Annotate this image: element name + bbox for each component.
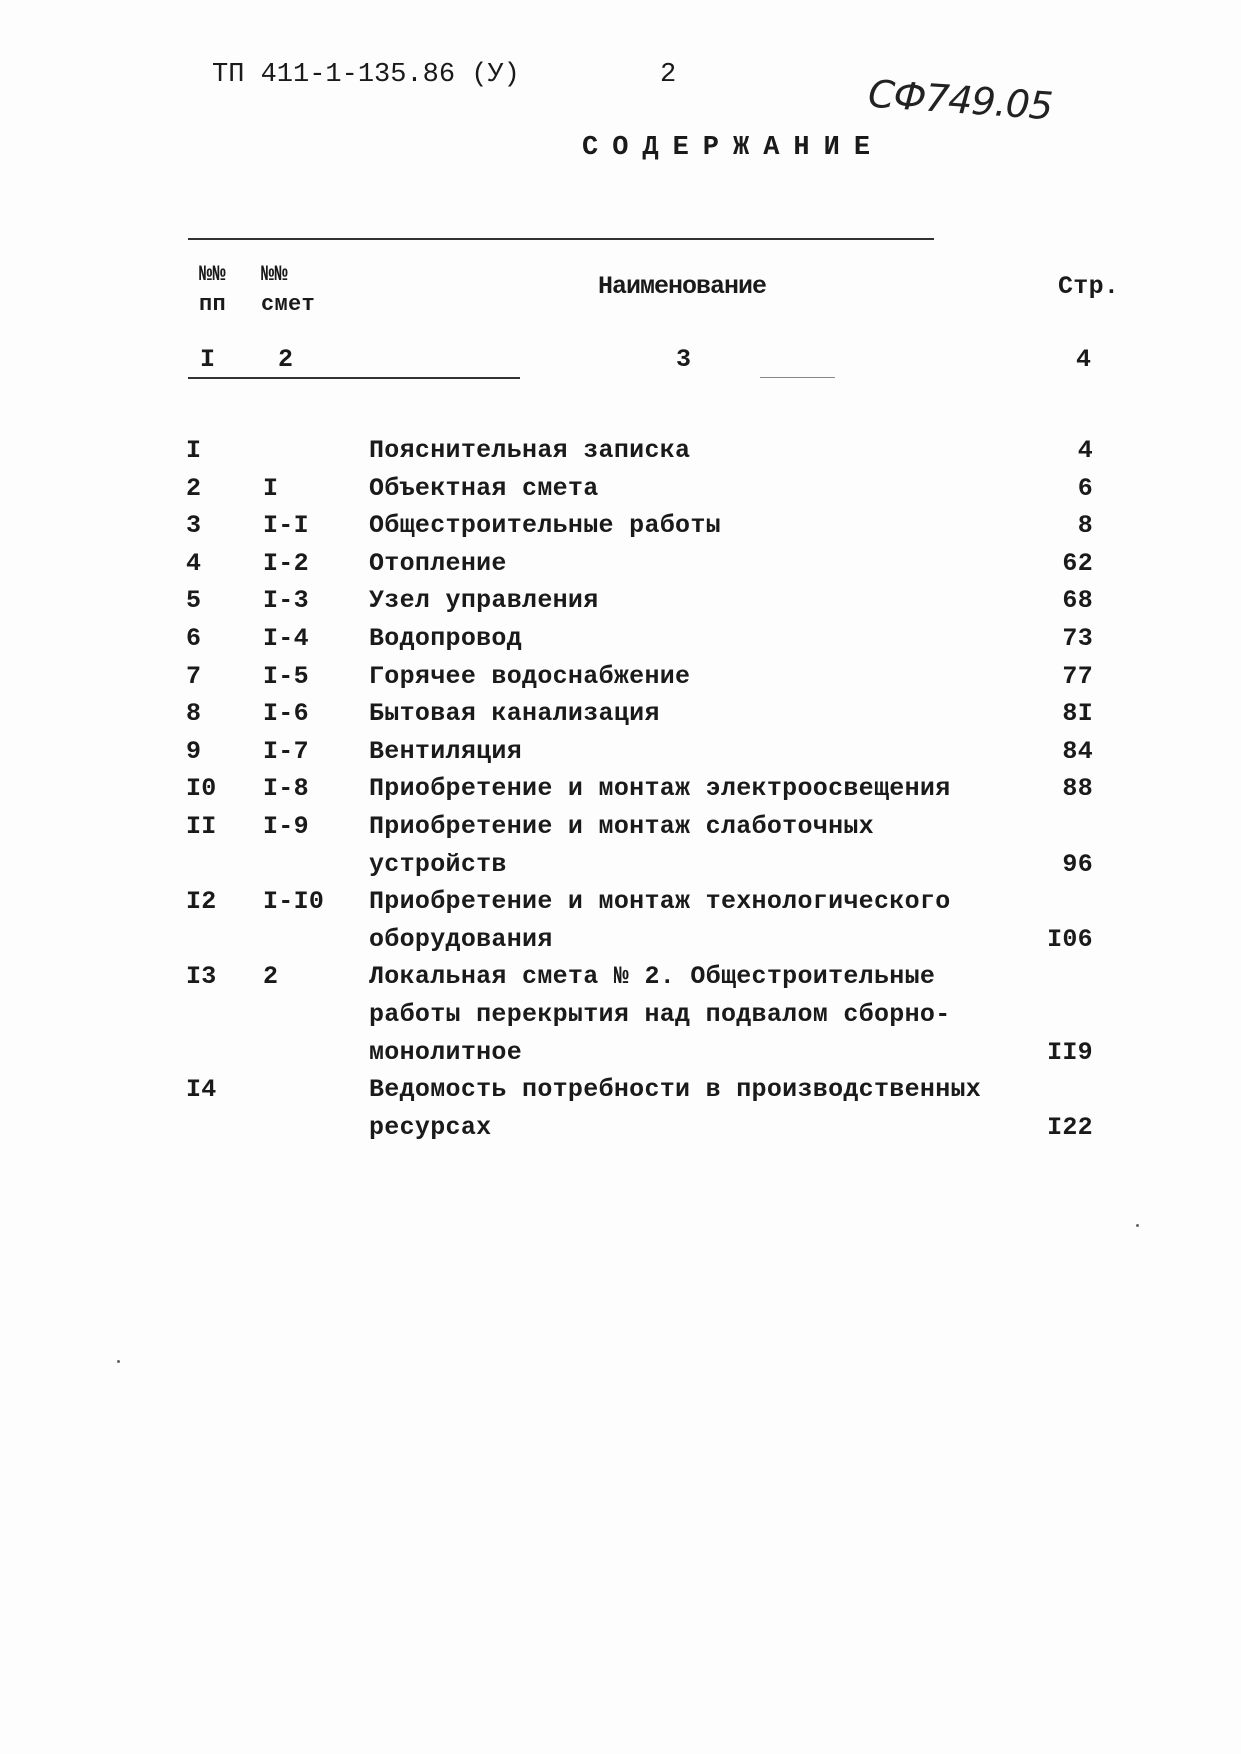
item-name xyxy=(369,470,599,508)
page-reference: 62 xyxy=(1062,548,1093,578)
page-reference: 84 xyxy=(1062,736,1093,766)
table-top-rule xyxy=(188,238,934,240)
item-name-line: Водопровод xyxy=(369,624,523,653)
item-name-line: Горячее водоснабжение xyxy=(369,661,691,691)
column-numbers-rule xyxy=(188,377,520,379)
page-reference: 68 xyxy=(1062,586,1093,616)
column-number-4: 4 xyxy=(1076,345,1092,374)
column-header-number xyxy=(199,260,226,320)
row-number: I0 xyxy=(186,774,217,804)
item-name-line: Приобретение и монтаж слаботочных xyxy=(369,812,874,841)
item-name-line: монолитное xyxy=(369,1037,523,1067)
item-name xyxy=(369,432,690,470)
row-number: 8 xyxy=(186,699,202,729)
item-name xyxy=(369,770,951,808)
row-number: I3 xyxy=(186,962,217,992)
item-name-line: Ведомость потребности в производственных xyxy=(369,1075,982,1105)
scan-speck xyxy=(1136,1224,1139,1227)
estimate-number: I-5 xyxy=(263,661,309,691)
item-name-line: оборудования xyxy=(369,924,553,954)
page-number: 2 xyxy=(660,60,677,90)
row-number: 2 xyxy=(186,473,202,503)
row-number: 9 xyxy=(186,736,202,766)
item-name xyxy=(369,1071,981,1146)
item-name xyxy=(369,620,522,658)
column-number-3: 3 xyxy=(676,345,692,374)
item-name xyxy=(369,695,660,733)
page-reference: 96 xyxy=(1062,849,1093,879)
estimate-number: I-4 xyxy=(263,624,309,653)
page-reference: 73 xyxy=(1062,624,1093,653)
estimate-number: I-7 xyxy=(263,736,309,766)
item-name xyxy=(369,658,690,696)
row-number: 7 xyxy=(186,661,202,691)
estimate-number: I-I0 xyxy=(263,887,325,917)
page-reference: 4 xyxy=(1077,436,1093,465)
estimate-number: I-8 xyxy=(263,774,309,804)
page-reference: I06 xyxy=(1047,924,1093,954)
page-title: СОДЕРЖАНИЕ xyxy=(582,133,885,163)
item-name xyxy=(369,507,721,545)
item-name xyxy=(369,545,507,583)
item-name xyxy=(369,883,951,958)
item-name-line: ресурсах xyxy=(369,1112,492,1142)
item-name xyxy=(369,808,874,883)
row-number: 5 xyxy=(186,586,202,616)
item-name-line: Объектная смета xyxy=(369,473,599,503)
handwritten-inventory-number: СФ749.05 xyxy=(866,71,1054,129)
scan-speck xyxy=(117,1360,120,1363)
column-header-name: Наименование xyxy=(598,272,767,301)
item-name-line: Общестроительные работы xyxy=(369,511,721,541)
page-reference: 88 xyxy=(1062,774,1093,804)
page-reference: 8I xyxy=(1062,699,1093,729)
page-reference: I22 xyxy=(1047,1112,1093,1142)
item-name-line: Узел управления xyxy=(369,586,599,616)
estimate-number: I-2 xyxy=(263,548,309,578)
page-reference: II9 xyxy=(1047,1037,1093,1067)
estimate-number: I-3 xyxy=(263,586,309,616)
item-name-line: Локальная смета № 2. Общестроительные xyxy=(369,962,936,992)
row-number: II xyxy=(186,812,217,841)
item-name-line: работы перекрытия над подвалом сборно- xyxy=(369,999,951,1029)
estimate-number: I xyxy=(263,473,279,503)
row-number: 3 xyxy=(186,511,202,541)
row-number: 4 xyxy=(186,548,202,578)
row-number: 6 xyxy=(186,624,202,653)
column-header-line: смет xyxy=(261,292,316,317)
row-number: I4 xyxy=(186,1075,217,1105)
item-name-line: Бытовая канализация xyxy=(369,699,660,729)
page-reference: 77 xyxy=(1062,661,1093,691)
item-name-line: Приобретение и монтаж электроосвещения xyxy=(369,774,951,804)
item-name xyxy=(369,958,951,1071)
item-name xyxy=(369,582,599,620)
item-name-line: Вентиляция xyxy=(369,736,523,766)
page-reference: 8 xyxy=(1077,511,1093,541)
column-header-page: Стр. xyxy=(1058,272,1120,301)
column-header-estimate xyxy=(261,260,315,320)
column-number-1: I xyxy=(200,345,216,374)
estimate-number: I-9 xyxy=(263,812,309,841)
item-name-line: Приобретение и монтаж технологического xyxy=(369,887,951,917)
column-numbers-rule xyxy=(760,377,835,378)
estimate-number: I-I xyxy=(263,511,309,541)
item-name-line: Пояснительная записка xyxy=(369,436,691,465)
page-reference: 6 xyxy=(1077,473,1093,503)
item-name xyxy=(369,733,522,771)
estimate-number: I-6 xyxy=(263,699,309,729)
column-header-line: №№ xyxy=(199,262,227,287)
column-header-line: пп xyxy=(199,292,227,317)
row-number: I2 xyxy=(186,887,217,917)
row-number: I xyxy=(186,436,202,465)
document-code: ТП 411-1-135.86 (У) xyxy=(212,60,520,90)
item-name-line: устройств xyxy=(369,849,507,879)
column-header-line: №№ xyxy=(261,262,289,287)
item-name-line: Отопление xyxy=(369,548,507,578)
column-number-2: 2 xyxy=(278,345,294,374)
estimate-number: 2 xyxy=(263,962,279,992)
